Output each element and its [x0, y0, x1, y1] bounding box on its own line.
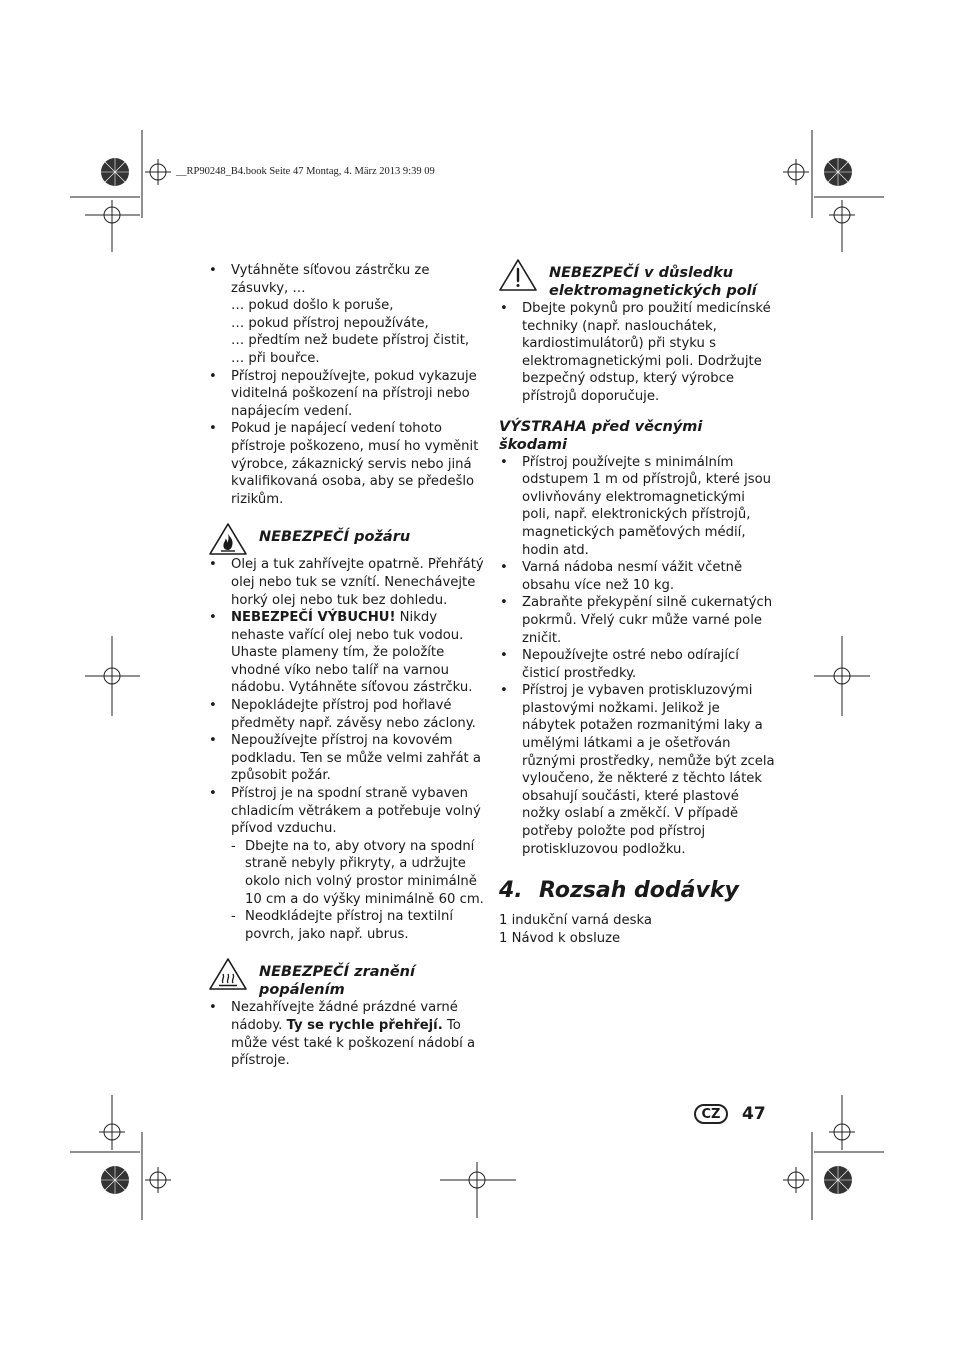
list-item: • Nezahřívejte žádné prázdné varné nádoby. Ty se rychle přehřejí. To může vést také k poškození nádobí a přístroje.: [208, 999, 484, 1069]
list-item: • Přístroj používejte s minimálním odstupem 1 m od přístrojů, které jsou ovlivňovány elektromagnetickými poli, např. elektronických přístrojů, magnetických paměťových médií, hodin atd.: [499, 454, 775, 560]
delivery-item: 1 indukční varná deska: [499, 913, 652, 929]
warning-heading-burn: [208, 961, 484, 999]
list-item: • Vytáhněte síťovou zástrčku ze zásuvky, … … pokud došlo k poruše, … pokud přístroj nepoužíváte, … předtím než budete přístroj čistit, … při bouřce.: [208, 262, 484, 368]
list-item: • Varná nádoba nesmí vážit včetně obsahu více než 10 kg.: [499, 559, 775, 594]
warning-title: NEBEZPEČÍ požáru: [259, 529, 411, 546]
warning-heading-fire: [208, 526, 484, 556]
list-item: • Nepoužívejte ostré nebo odírající čisticí prostředky.: [499, 647, 775, 682]
list-item: • Přístroj je na spodní straně vybaven chladicím větrákem a potřebuje volný přívod vzduchu. - Dbejte na to, aby otvory na spodní straně nebyly přikryty, a udržujte okolo nich volný prostor minimálně 10 cm a do výšky minimálně 60 cm. - Neodkládejte přístroj na textilní povrch, jako např. ubrus.: [208, 785, 484, 943]
list-item: • Nepoužívejte přístroj na kovovém podkladu. Ten se může velmi zahřát a způsobit požár.: [208, 732, 484, 785]
warning-title: NEBEZPEČÍ v důsledku elektromagnetických polí: [549, 265, 757, 299]
safety-list-burn: [208, 999, 484, 1069]
list-item: • NEBEZPEČÍ VÝBUCHU! Nikdy nehaste vařící olej nebo tuk vodou. Uhaste plameny tím, že položíte vhodné víko nebo talíř na varnou nádobu. Vytáhněte síťovou zástrčku.: [208, 609, 484, 697]
caution-heading: VÝSTRAHA před věcnými škodami: [499, 418, 703, 453]
list-item: • Dbejte pokynů pro použití medicínské techniky (např. naslouchátek, kardiostimulátorů) při styku s elektromagnetickými poli. Dodržujte bezpečný odstup, který výrobce přístrojů doporučuje.: [499, 300, 775, 406]
left-column: [208, 262, 484, 1070]
section-title: Rozsah dodávky: [539, 878, 739, 904]
section-number: 4.: [499, 878, 523, 904]
delivery-item: 1 Návod k obsluze: [499, 930, 621, 946]
list-item: • Přístroj nepoužívejte, pokud vykazuje viditelná poškození na přístroji nebo napájecím vedení.: [208, 368, 484, 421]
page-footer: [694, 1104, 766, 1124]
list-item: • Pokud je napájecí vedení tohoto přístroje poškozeno, musí ho vyměnit výrobce, zákaznický servis nebo jiná kvalifikovaná osoba, aby se předešlo rizikům.: [208, 420, 484, 508]
sub-list-item: - Neodkládejte přístroj na textilní povrch, jako např. ubrus.: [231, 908, 484, 943]
page-number: 47: [742, 1104, 766, 1124]
print-file-header: __RP90248_B4.book Seite 47 Montag, 4. März 2013 9:39 09: [176, 166, 435, 177]
warning-title: NEBEZPEČÍ zranění popálením: [259, 964, 415, 999]
sub-list-item: - Dbejte na to, aby otvory na spodní straně nebyly přikryty, a udržujte okolo nich volný prostor minimálně 10 cm a do výšky minimálně 60 cm.: [231, 838, 484, 908]
right-column: [499, 262, 775, 947]
list-item: • Olej a tuk zahřívejte opatrně. Přehřátý olej nebo tuk se vznítí. Nenechávejte horký olej nebo tuk bez dohledu.: [208, 556, 484, 609]
safety-list-general: [208, 262, 484, 508]
flame-warning-icon: [208, 522, 248, 556]
list-item: • Zabraňte překypění silně cukernatých pokrmů. Vřelý cukr může varné pole zničit.: [499, 594, 775, 647]
list-item: • Nepokládejte přístroj pod hořlavé předměty např. závěsy nebo záclony.: [208, 697, 484, 732]
safety-list-fire: [208, 556, 484, 943]
safety-list-em: [499, 300, 775, 406]
section-heading: [499, 878, 775, 904]
country-badge: CZ: [694, 1104, 728, 1124]
exclamation-warning-icon: [498, 258, 538, 292]
sub-list: [231, 838, 484, 944]
hot-surface-warning-icon: [208, 957, 248, 991]
list-item: • Přístroj je vybaven protiskluzovými plastovými nožkami. Jelikož je nábytek potažen rozmanitými laky a umělými látkami a je ošetřován různými prostředky, nemůže být zcela vyloučeno, že některé z těchto látek obsahují součásti, které plastové nožky oslabí a změkčí. V případě potřeby položte pod přístroj protiskluzovou podložku.: [499, 682, 775, 858]
warning-heading-em: [499, 262, 775, 300]
safety-list-damage: [499, 454, 775, 859]
